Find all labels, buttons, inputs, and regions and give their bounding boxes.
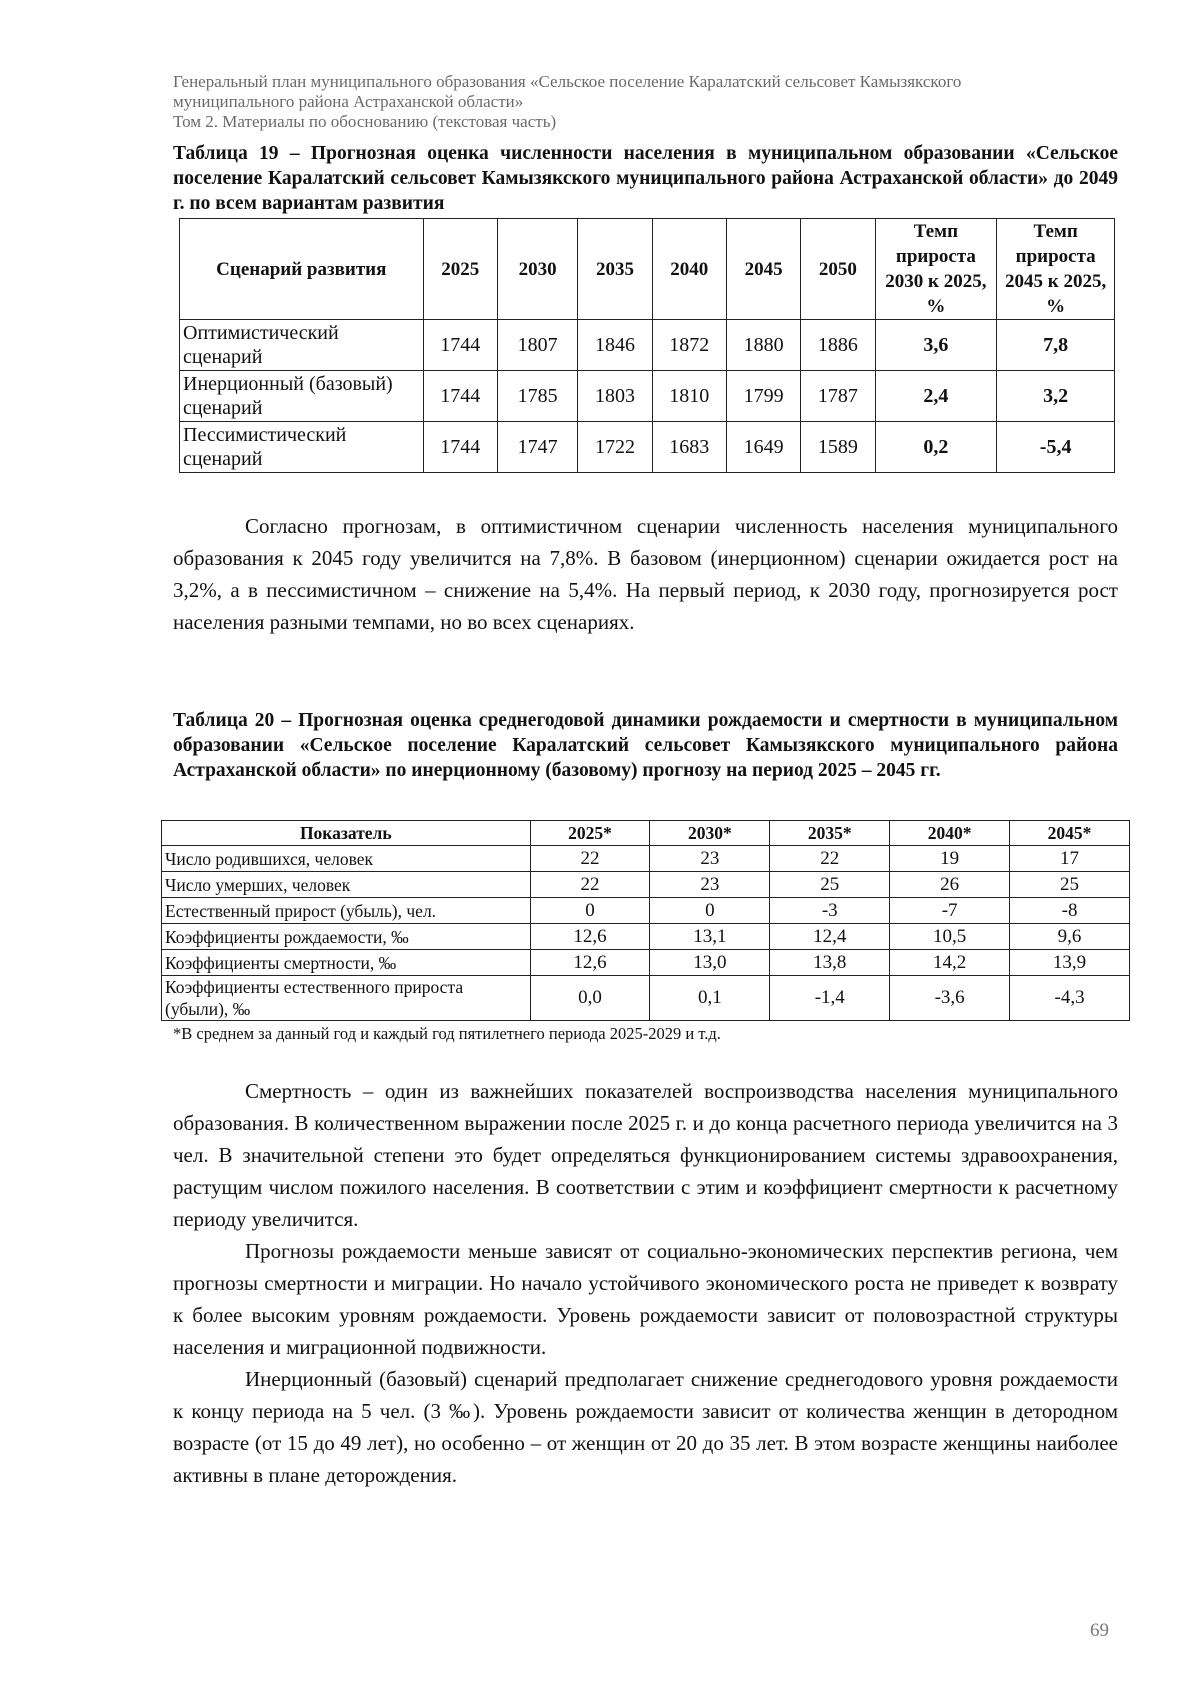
page-number: 69 (1090, 1620, 1109, 1641)
paragraph-2: Смертность – один из важнейших показателей воспроизводства населения муниципального образования. В количественном выражении после 2025 г. и до конца расчетного периода увеличится на 3 чел. В значительной степени это будет определяться функционированием системы здравоохранения, растущим числом пожилого населения. В соответствии с этим и коэффициент смертности к расчетному периоду увеличится. (173, 1079, 1118, 1231)
table-cell: 14,2 (890, 950, 1010, 976)
table-cell: 23 (650, 872, 770, 898)
table-20-header-cell: 2030* (650, 821, 770, 846)
table-20-caption: Таблица 20 – Прогнозная оценка среднегодовой динамики рождаемости и смертности в муниципальном образовании «Сельское поселение Каралатский сельсовет Камызякского муниципального района Астраханской области» по инерционному (базовому) прогнозу на период 2025 – 2045 гг. (173, 710, 1118, 781)
table-19 (179, 218, 1115, 473)
table-cell: 1649 (726, 422, 800, 473)
table-19-header-cell: 2035 (578, 219, 652, 320)
table-cell: 23 (650, 846, 770, 872)
table-cell: 10,5 (890, 924, 1010, 950)
table-19-header-cell: Темп прироста 2045 к 2025, % (997, 219, 1115, 320)
table-cell: 1886 (801, 320, 875, 371)
body-text (173, 1075, 1118, 1491)
table-cell: 13,9 (1010, 950, 1130, 976)
scenario-cell: Пессимистический сценарий (180, 422, 424, 473)
table-cell: 1810 (652, 371, 726, 422)
paragraph-3: Прогнозы рождаемости меньше зависят от социально-экономических перспектив региона, чем прогнозы смертности и миграции. Но начало устойчивого экономического роста не приведет к возврату к более высоким уровням рождаемости. Уровень рождаемости зависит от половозрастной структуры населения и миграционной подвижности. (173, 1239, 1118, 1359)
table-cell: 9,6 (1010, 924, 1130, 950)
table-cell: 1846 (578, 320, 652, 371)
growth-cell: -5,4 (997, 422, 1115, 473)
table-20 (161, 820, 1130, 1021)
table-19-header-row (180, 219, 1115, 320)
table-cell: -8 (1010, 898, 1130, 924)
table-row (162, 846, 1130, 872)
table-cell: 19 (890, 846, 1010, 872)
table-19-header-cell: 2050 (801, 219, 875, 320)
table-row (162, 898, 1130, 924)
table-cell: 12,6 (530, 924, 650, 950)
table-cell: -1,4 (770, 976, 890, 1021)
table-row (162, 872, 1130, 898)
table-cell: 12,4 (770, 924, 890, 950)
table-cell: 1589 (801, 422, 875, 473)
table-19-header-cell: 2025 (423, 219, 497, 320)
table-19-header-cell: Сценарий развития (180, 219, 424, 320)
table-19-header-cell: 2040 (652, 219, 726, 320)
table-cell: 13,8 (770, 950, 890, 976)
growth-cell: 7,8 (997, 320, 1115, 371)
indicator-cell: Коэффициенты естественного прироста (убыли), ‰ (162, 976, 531, 1021)
growth-cell: 0,2 (875, 422, 997, 473)
table-cell: -3,6 (890, 976, 1010, 1021)
table-cell: 0,1 (650, 976, 770, 1021)
table-cell: 1747 (497, 422, 577, 473)
table-row (162, 950, 1130, 976)
table-20-header-cell: 2045* (1010, 821, 1130, 846)
table-cell: 22 (770, 846, 890, 872)
table-cell: 12,6 (530, 950, 650, 976)
table-cell: 22 (530, 872, 650, 898)
table-19-header-cell: 2045 (726, 219, 800, 320)
scenario-cell: Оптимистический сценарий (180, 320, 424, 371)
table-cell: -4,3 (1010, 976, 1130, 1021)
table-cell: -7 (890, 898, 1010, 924)
table-row (162, 976, 1130, 1021)
table-cell: 1803 (578, 371, 652, 422)
paragraph-4: Инерционный (базовый) сценарий предполагает снижение среднегодового уровня рождаемости к концу периода на 5 чел. (3 ‰). Уровень рождаемости зависит от количества женщин в детородном возрасте (от 15 до 49 лет), но особенно – от женщин от 20 до 35 лет. В этом возрасте женщины наиболее активны в плане деторождения. (173, 1367, 1118, 1487)
table-row (162, 924, 1130, 950)
indicator-cell: Коэффициенты рождаемости, ‰ (162, 924, 531, 950)
document-header (173, 72, 1118, 132)
growth-cell: 2,4 (875, 371, 997, 422)
table-cell: 25 (770, 872, 890, 898)
table-cell: 1683 (652, 422, 726, 473)
growth-cell: 3,2 (997, 371, 1115, 422)
indicator-cell: Число родившихся, человек (162, 846, 531, 872)
growth-cell: 3,6 (875, 320, 997, 371)
table-cell: 1880 (726, 320, 800, 371)
indicator-cell: Естественный прирост (убыль), чел. (162, 898, 531, 924)
table-cell: 1799 (726, 371, 800, 422)
table-cell: 1807 (497, 320, 577, 371)
table-19-caption: Таблица 19 – Прогнозная оценка численности населения в муниципальном образовании «Сельское поселение Каралатский сельсовет Камызякского муниципального района Астраханской области» до 2049 г. по всем вариантам развития (173, 143, 1118, 214)
table-19-header-cell: Темп прироста 2030 к 2025, % (875, 219, 997, 320)
table-19-header-cell: 2030 (497, 219, 577, 320)
table-cell: 0 (530, 898, 650, 924)
table-cell: 1722 (578, 422, 652, 473)
table-cell: 13,0 (650, 950, 770, 976)
table-cell: 1744 (423, 422, 497, 473)
table-cell: 22 (530, 846, 650, 872)
scenario-cell: Инерционный (базовый) сценарий (180, 371, 424, 422)
table-cell: 26 (890, 872, 1010, 898)
table-20-header-cell: Показатель (162, 821, 531, 846)
header-line-3: Том 2. Материалы по обоснованию (текстовая часть) (173, 112, 557, 131)
table-cell: 1744 (423, 320, 497, 371)
table-cell: 1872 (652, 320, 726, 371)
header-line-1: Генеральный план муниципального образования «Сельское поселение Каралатский сельсовет Камызякского (173, 72, 962, 91)
table-20-header-cell: 2035* (770, 821, 890, 846)
table-cell: 1787 (801, 371, 875, 422)
table-20-header-cell: 2025* (530, 821, 650, 846)
table-cell: -3 (770, 898, 890, 924)
table-20-header-cell: 2040* (890, 821, 1010, 846)
paragraph-1: Согласно прогнозам, в оптимистичном сценарии численность населения муниципального образования к 2045 году увеличится на 7,8%. В базовом (инерционном) сценарии ожидается рост на 3,2%, а в пессимистичном – снижение на 5,4%. На первый период, к 2030 году, прогнозируется рост населения разными темпами, но во всех сценариях. (173, 514, 1118, 634)
table-20-footnote: *В среднем за данный год и каждый год пятилетнего периода 2025-2029 и т.д. (173, 1024, 721, 1043)
table-cell: 25 (1010, 872, 1130, 898)
table-cell: 13,1 (650, 924, 770, 950)
table-20-header-row (162, 821, 1130, 846)
table-cell: 0 (650, 898, 770, 924)
header-line-2: муниципального района Астраханской области» (173, 92, 524, 111)
table-cell: 0,0 (530, 976, 650, 1021)
table-cell: 17 (1010, 846, 1130, 872)
table-cell: 1744 (423, 371, 497, 422)
table-row (180, 371, 1115, 422)
table-cell: 1785 (497, 371, 577, 422)
table-row (180, 422, 1115, 473)
table-row (180, 320, 1115, 371)
indicator-cell: Коэффициенты смертности, ‰ (162, 950, 531, 976)
indicator-cell: Число умерших, человек (162, 872, 531, 898)
